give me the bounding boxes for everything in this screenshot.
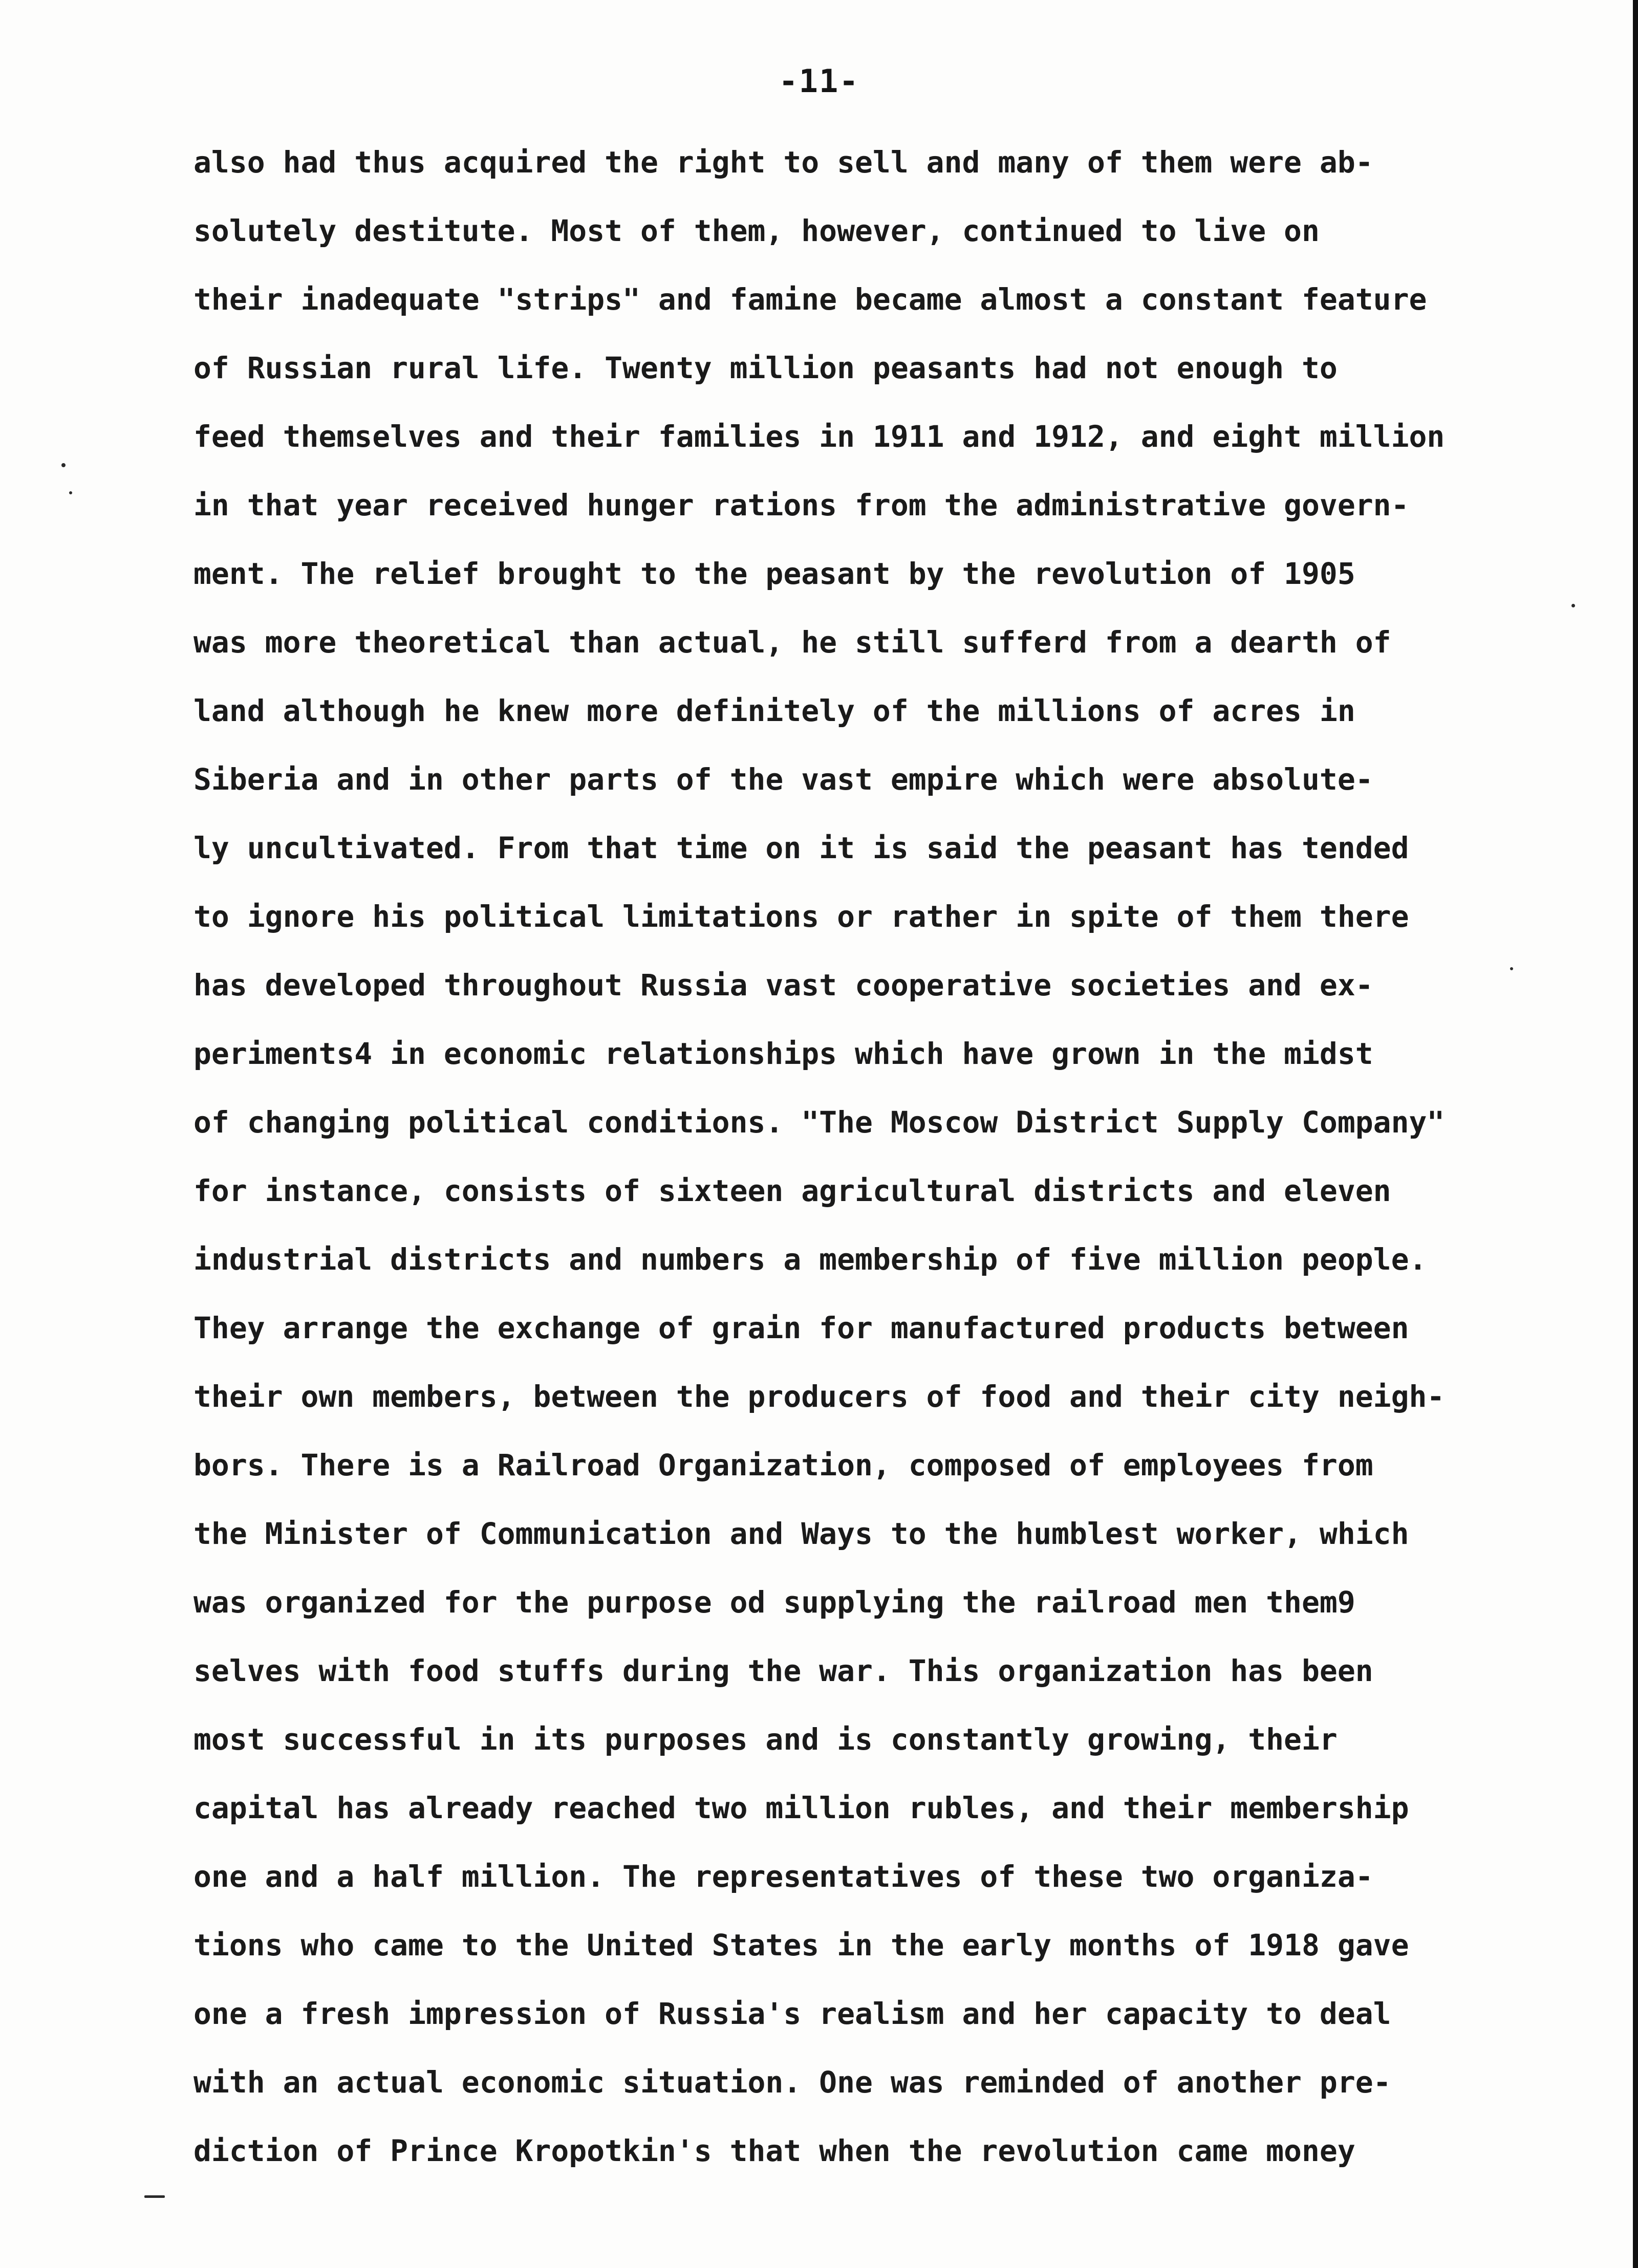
text-line: of changing political conditions. "The Moscow District Supply Company" [193,1105,1445,1140]
text-line: of Russian rural life. Twenty million peasants had not enough to [193,351,1338,385]
text-line: Siberia and in other parts of the vast empire which were absolute- [193,762,1373,797]
text-line: tions who came to the United States in the early months of 1918 gave [193,1928,1409,1962]
scan-speck [1510,967,1513,970]
text-line: ly uncultivated. From that time on it is said the peasant has tended [193,831,1409,865]
text-line: one and a half million. The representatives of these two organiza- [193,1859,1373,1894]
body-text [193,128,1586,2185]
text-line: solutely destitute. Most of them, however, continued to live on [193,213,1320,248]
scan-edge [1633,0,1638,2268]
text-line: with an actual economic situation. One was reminded of another pre- [193,2065,1391,2100]
text-line: was organized for the purpose od supplying the railroad men them9 [193,1585,1355,1620]
text-line: diction of Prince Kropotkin's that when the revolution came money [193,2133,1355,2168]
page-number: -11- [779,62,859,100]
text-line: industrial districts and numbers a membership of five million people. [193,1242,1427,1277]
text-line: their inadequate "strips" and famine became almost a constant feature [193,282,1427,317]
text-line: They arrange the exchange of grain for manufactured products between [193,1311,1409,1345]
text-line: most successful in its purposes and is constantly growing, their [193,1722,1338,1757]
text-line: has developed throughout Russia vast cooperative societies and ex- [193,968,1373,1002]
text-line: capital has already reached two million rubles, and their membership [193,1791,1409,1825]
text-line: land although he knew more definitely of the millions of acres in [193,693,1355,728]
text-line: was more theoretical than actual, he still sufferd from a dearth of [193,625,1391,660]
text-line: their own members, between the producers of food and their city neigh- [193,1379,1445,1414]
text-line: selves with food stuffs during the war. This organization has been [193,1653,1373,1688]
text-line: ment. The relief brought to the peasant by the revolution of 1905 [193,556,1355,591]
text-line: bors. There is a Railroad Organization, composed of employees from [193,1448,1373,1482]
text-line: in that year received hunger rations from the administrative govern- [193,488,1409,522]
text-line: one a fresh impression of Russia's realism and her capacity to deal [193,1996,1391,2031]
text-line: also had thus acquired the right to sell and many of them were ab- [193,145,1373,180]
scan-speck [69,491,72,494]
text-line: periments4 in economic relationships which have grown in the midst [193,1036,1373,1071]
text-line: the Minister of Communication and Ways to the humblest worker, which [193,1516,1409,1551]
text-line: to ignore his political limitations or rather in spite of them there [193,899,1409,934]
text-line: feed themselves and their families in 1911 and 1912, and eight million [193,419,1445,454]
text-line: for instance, consists of sixteen agricultural districts and eleven [193,1173,1391,1208]
scan-speck [1571,604,1575,607]
scan-speck [144,2195,165,2198]
scan-speck [61,463,66,467]
